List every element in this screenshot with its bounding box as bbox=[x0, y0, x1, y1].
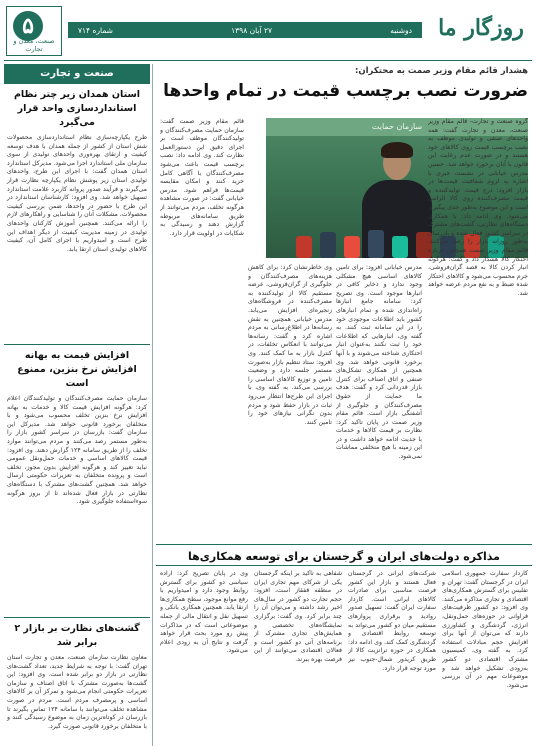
story-column-1: گروه صنعت و تجارت- قائم مقام وزیر صنعت، معدن و تجارت گفت: همه واحدهای صنفی و تولیدی موظف به نصب برچسب قیمت روی کالاهای خود هستند و در صورت عدم رعایت این قانون با آنان برخورد خواهد شد. حسین مدرس خیابانی در نشست خبری با اشاره به لزوم شفافیت قیمت‌ها در بازار افزود: درج قیمت تولیدکننده و قیمت مصرف‌کننده روی کالا الزامی است و این موضوع به‌طور جدی پیگیری می‌شود. وی ادامه داد: با همکاری دستگاه‌های نظارتی، گشت‌های مشترک در سراسر کشور فعال شده و بازرسان به‌طور روزانه بازار را رصد می‌کنند. قائم مقام وزیر صمت همچنین درباره احتکار کالا هشدار داد و گفت: هرگونه انبار کردن کالا به قصد گران‌فروشی، جرم محسوب می‌شود و کالاهای احتکار شده ضبط و به نفع مردم عرضه خواهد شد. bbox=[428, 118, 528, 297]
story-kicker: هشدار قائم مقام وزیر صمت به محتکران: bbox=[354, 66, 528, 76]
left-article-3: معاون نظارت سازمان صنعت، معدن و تجارت استان تهران گفت: با توجه به شرایط جدید، تعداد گشت‌های نظارتی در بازار دو برابر شده است. وی افزود: این گشت‌ها به‌صورت مشترک با اتاق اصناف و سازمان تعزیرات حکومتی انجام می‌شود و تمرکز آن بر کالاهای اساسی و پرمصرف مردم است. مردم در صورت مشاهده تخلف می‌توانند با سامانه ۱۲۴ تماس بگیرند تا بازرسان در کوتاه‌ترین زمان به موضوع رسیدگی کنند و با متخلفان برخورد قانونی صورت گیرد. bbox=[7, 654, 147, 730]
issue-date: ۲۷ آبان ۱۳۹۸ bbox=[231, 25, 273, 35]
left-headline-1: استان همدان زیر چتر نظام استانداردسازی واحد قرار می‌گیرد bbox=[13, 89, 141, 128]
main-story bbox=[156, 64, 532, 544]
bottom-column-3: شفاهی به تاکید بر اینکه گرجستان یکی از شرکای مهم تجاری ایران در منطقه قفقاز است، افزود: حجم تجارت دو کشور در سال‌های اخیر رشد داشته و می‌توان آن را چند برابر کرد. وی گفت: برگزاری نمایشگاه‌های تخصصی و همایش‌های تجاری مشترک از برنامه‌های آتی دو کشور است و فعالان اقتصادی می‌توانند از این فرصت بهره ببرند. bbox=[254, 570, 342, 663]
left-column bbox=[4, 64, 150, 746]
bottom-divider bbox=[156, 544, 532, 545]
bottom-column-1: کاردار سفارت جمهوری اسلامی ایران در گرجستان گفت: تهران و تفلیس برای گسترش همکاری‌های اقتصادی و تجاری مذاکره می‌کنند. وی افزود: دو کشور ظرفیت‌های فراوانی در حوزه‌های حمل‌ونقل، انرژی، گردشگری و کشاورزی دارند که می‌توان از آنها برای افزایش حجم مبادلات استفاده کرد. به گفته وی، کمیسیون مشترک اقتصادی دو کشور به‌زودی تشکیل خواهد شد و موضوعات مهم در آن بررسی می‌شود. bbox=[442, 570, 528, 689]
newspaper-logo: روزگار ما bbox=[438, 15, 524, 41]
issue-number: شماره ۷۱۴ bbox=[78, 25, 113, 35]
left-headline-3: گشت‌های نظارت بر بازار ۲ برابر شد bbox=[4, 617, 150, 654]
issue-day: دوشنبه bbox=[390, 25, 412, 35]
bottom-headline: مذاکره دولت‌های ایران و گرجستان برای توسعه همکاری‌ها bbox=[156, 548, 532, 566]
bottom-column-2: شرکت‌های ایرانی در گرجستان فعال هستند و بازار این کشور فرصت مناسبی برای صادرات کالاهای ایرانی است. کاردار سفارت ایران گفت: تسهیل صدور روادید و برقراری پروازهای مستقیم میان دو کشور می‌تواند به توسعه روابط اقتصادی و گردشگری کمک کند. وی ادامه داد: همکاری در حوزه ترانزیت کالا از طریق کریدور شمال-جنوب نیز مورد توجه قرار دارد. bbox=[348, 570, 436, 672]
microphone-icon bbox=[296, 236, 312, 258]
microphone-icon bbox=[392, 236, 408, 258]
section-name: صنعت، معدن و تجارت bbox=[13, 37, 55, 53]
photo-banner-text: سازمان حمایت bbox=[371, 122, 423, 131]
page-number: ۵ bbox=[22, 13, 34, 39]
microphone-icon bbox=[368, 230, 384, 258]
story-column-4: قائم مقام وزیر صمت گفت: سازمان حمایت مصرف‌کنندگان و تولیدکنندگان موظف است بر اجرای دقیق این دستورالعمل نظارت کند. وی ادامه داد: نصب برچسب قیمت باعث می‌شود مصرف‌کنندگان با آگاهی کامل خرید کنند و امکان مقایسه قیمت‌ها فراهم شود. مدرس خیابانی گفت: در صورت مشاهده هرگونه تخلف، مردم می‌توانند از طریق سامانه‌های مربوطه گزارش دهند و رسیدگی به شکایات در اولویت قرار دارد. bbox=[160, 118, 244, 237]
bottom-column-4: وی در پایان تصریح کرد: اراده سیاسی دو کشور برای گسترش روابط وجود دارد و امیدواریم با رفع موانع موجود، سطح همکاری‌ها ارتقا یابد. همچنین همکاری بانکی و تسهیل نقل و انتقال مالی از جمله موضوعاتی است که در مذاکرات پیش رو مورد بحث قرار خواهد گرفت و نتایج آن به زودی اعلام می‌شود. bbox=[160, 570, 248, 655]
left-article-2: سازمان حمایت مصرف‌کنندگان و تولیدکنندگان اعلام کرد: هرگونه افزایش قیمت کالا و خدمات به بهانه افزایش نرخ بنزین تخلف محسوب می‌شود و با متخلفان برخورد قانونی خواهد شد. مدیرکل این سازمان گفت: بازرسان در سراسر کشور بازار را به‌طور مستمر رصد می‌کنند و مردم می‌توانند موارد تخلف را از طریق سامانه ۱۲۴ گزارش دهند. وی افزود: قیمت کالاهای اساسی و خدمات حمل‌ونقل عمومی نباید تغییر کند و هرگونه افزایش بدون مجوز، تخلف است و پرونده متخلفان به تعزیرات حکومتی ارسال خواهد شد. همچنین گشت‌های مشترک با دستگاه‌های نظارتی در بازار فعال شده‌اند تا از بروز هرگونه سوءاستفاده جلوگیری شود. bbox=[7, 395, 148, 506]
story-column-2: مدرس خیابانی افزود: برای تامین کالاهای اساسی هیچ مشکلی وجود ندارد و ذخایر کافی در انبارها موجود است. وی تصریح کرد: سامانه جامع انبارها راه‌اندازی شده و تمام انبارهای کشور باید اطلاعات موجودی خود را در این سامانه ثبت کنند. به گفته وی، انبارهایی که اطلاعات خود را ثبت نکنند به‌عنوان انبار احتکاری شناخته می‌شوند و با آنها برخورد قانونی خواهد شد. وی همچنین از همکاری تشکل‌های صنفی و اتاق اصناف برای کنترل بازار قدردانی کرد و گفت: هدف ما حمایت از حقوق مصرف‌کنندگان و جلوگیری از آشفتگی بازار است. قائم مقام وزیر صمت در پایان تاکید کرد: نظارت بر قیمت کالاها و خدمات با جدیت ادامه خواهد داشت و در این زمینه با هیچ متخلفی مماشات نمی‌شود. bbox=[336, 264, 422, 461]
story-headline: ضرورت نصب برچسب قیمت در تمام واحدها bbox=[163, 81, 528, 101]
bottom-story bbox=[156, 548, 532, 746]
microphone-icon bbox=[320, 232, 336, 258]
left-article-1: طرح یکپارچه‌سازی نظام استانداردسازی محصولات شش استان از کشور از جمله همدان با هدف توسعه کیفیت و ارتقای بهره‌وری واحدهای تولیدی از سوی سازمان ملی استاندارد اجرا می‌شود. مدیرکل استاندارد استان همدان گفت: با اجرای این طرح، واحدهای تولیدی استان زیر پوشش نظام یکپارچه نظارت قرار می‌گیرند و فرآیند صدور پروانه کاربرد علامت استاندارد تسهیل خواهد شد. وی افزود: کارشناسان استاندارد در این طرح با حضور در واحدها، ضمن بررسی کیفیت محصولات، مشکلات آنان را شناسایی و راهکارهای لازم را ارائه می‌کنند. همچنین آموزش کارکنان واحدهای تولیدی در زمینه مدیریت کیفیت از دیگر اهداف این طرح است و امیدواریم با اجرای کامل آن، کیفیت کالاهای تولیدی استان ارتقا یابد. bbox=[7, 134, 147, 253]
date-bar bbox=[68, 22, 422, 38]
page-number-box bbox=[6, 6, 62, 56]
column-divider bbox=[152, 64, 153, 746]
left-headline-2: افزایش قیمت به بهانه افزایش نرخ بنزین، ممنوع است bbox=[4, 344, 150, 395]
microphone-icon bbox=[344, 236, 360, 258]
page-header bbox=[4, 4, 532, 60]
section-band: صنعت و تجارت bbox=[4, 64, 150, 84]
story-column-3: وی خاطرنشان کرد: برای کاهش هزینه‌های مصرف‌کنندگان و جلوگیری از گران‌فروشی، عرضه مستقیم کالا از تولیدکننده به مصرف‌کننده در فروشگاه‌های زنجیره‌ای افزایش می‌یابد. مدرس خیابانی همچنین به نقش رسانه‌ها در اطلاع‌رسانی به مردم اشاره کرد و گفت: رسانه‌ها می‌توانند با انعکاس تخلفات، در کنترل بازار به ما کمک کنند. وی افزود: ستاد تنظیم بازار به‌صورت مستمر جلسه دارد و وضعیت تامین و توزیع کالاهای اساسی را بررسی می‌کند. به گفته وی، با اجرای این طرح‌ها انتظار می‌رود ثبات در بازار حفظ شود و مردم بدون نگرانی نیازهای خود را تامین کنند. bbox=[248, 264, 332, 426]
header-rule bbox=[4, 60, 532, 61]
